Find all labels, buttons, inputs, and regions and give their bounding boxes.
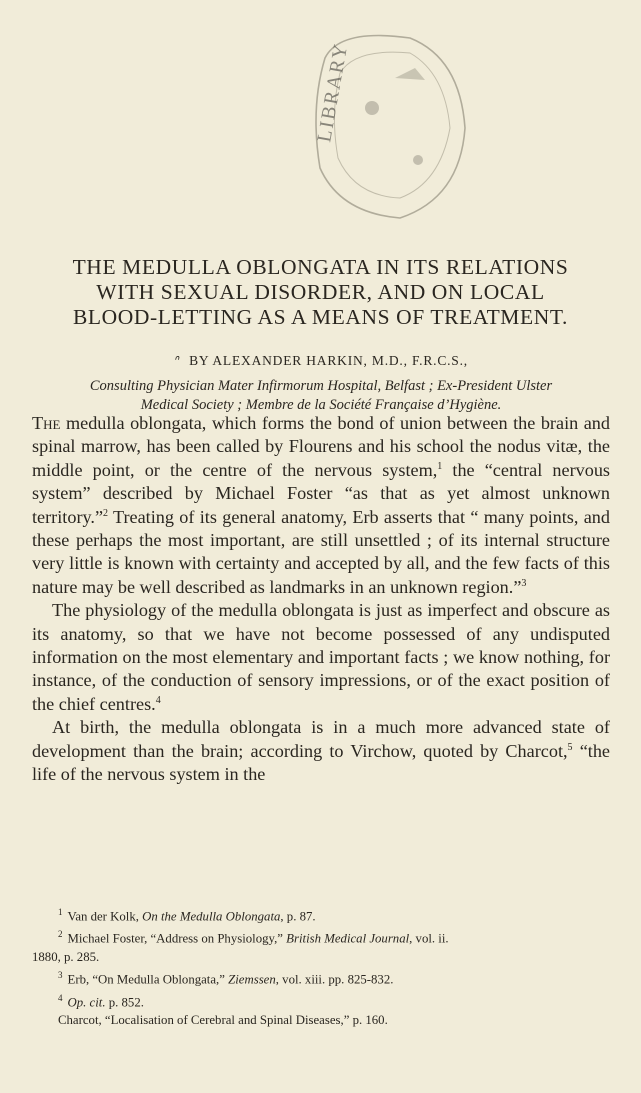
footnote-citation: British Medical Journal: [286, 931, 410, 946]
affiliation-line-2: Medical Society ; Membre de la Société Française d’Hygiène.: [140, 397, 502, 413]
paragraph-text: At birth, the medulla oblongata is in a much more advanced state of development than the brain; according to Virchow, quoted by Charcot,: [32, 717, 610, 761]
footnote-citation: Op. cit.: [67, 994, 106, 1009]
footnote-ref: 5: [567, 741, 573, 753]
footnote-citation: Ziemssen: [228, 972, 276, 987]
paragraph-text: the “central nervous system” described by Michael Foster “as that as yet almost unknown territory.”: [32, 459, 610, 527]
footnote-number: 3: [58, 970, 63, 981]
lead-word: The: [32, 413, 61, 433]
footnote-number: 2: [58, 929, 63, 940]
footnote-text: , vol. ii.: [409, 931, 449, 946]
footnote-text: p. 852.: [105, 994, 144, 1009]
article-body: [32, 412, 610, 787]
footnote-citation: On the Medulla Oblongata: [142, 909, 281, 924]
library-stamp: [300, 18, 485, 233]
footnote-ref: 3: [521, 577, 527, 589]
paragraph-text: The physiology of the medulla oblongata is just as imperfect and obscure as its anatomy, so that we have not become possessed of any undisputed information on the most elementary and important facts ; we know nothing, for instance, of the conduction of sensory impressions, or of the exact position of the chief centres.: [32, 600, 610, 714]
ornament-mark: ᐢ: [173, 353, 180, 368]
stamp-text: LIBRARY: [313, 40, 353, 144]
title-line-1: THE MEDULLA OBLONGATA IN ITS RELATIONS: [72, 255, 569, 279]
footnote-text: Michael Foster, “Address on Physiology,”: [67, 931, 287, 946]
footnote-number: 4: [58, 992, 63, 1003]
author-byline: [0, 353, 641, 369]
footnote-ref: 4: [155, 694, 161, 706]
footnote-text: , p. 87.: [280, 909, 316, 924]
author-name: BY ALEXANDER HARKIN, M.D., F.R.C.S.,: [189, 353, 468, 368]
footnote-text: Erb, “On Medulla Oblongata,”: [67, 972, 229, 987]
footnote-3: [32, 966, 610, 988]
paragraph-text: Treating of its general anatomy, Erb asserts that “ many points, and these perhaps the most important, are still unsettled ; of its internal structure very little is known with certainty and accepted by all, and the few facts of this nature may be well described as landmarks in an unknown region.”: [32, 506, 610, 597]
paragraph-text: “the life of the nervous system in the: [32, 740, 610, 785]
affiliation-line-1: Consulting Physician Mater Infirmorum Hospital, Belfast ; Ex-President Ulster: [89, 378, 553, 394]
footnote-text: Van der Kolk,: [67, 909, 143, 924]
paragraph-1: [32, 412, 610, 599]
footnotes: [32, 903, 610, 1029]
article-title: [0, 255, 641, 330]
footnote-2: [32, 925, 610, 947]
footnote-2-continued: 1880, p. 285.: [32, 949, 100, 964]
author-affiliation: [32, 377, 610, 415]
footnote-text: Charcot, “Localisation of Cerebral and Spinal Diseases,” p. 160.: [58, 1013, 388, 1028]
title-line-3: BLOOD-LETTING AS A MEANS OF TREATMENT.: [72, 305, 568, 329]
footnote-ref: 2: [103, 507, 109, 519]
footnote-1: [32, 903, 610, 925]
footnote-text: , vol. xiii. pp. 825-832.: [275, 972, 394, 987]
paragraph-text: medulla oblongata, which forms the bond of union between the brain and spinal marrow, has been called by Flourens and his school the nodus vitæ, the middle point, or the centre of the nervous system,: [32, 413, 610, 480]
footnote-ref: 1: [437, 460, 443, 472]
footnote-4: [32, 989, 610, 1011]
footnote-5: [32, 1011, 610, 1029]
footnote-number: 1: [58, 907, 63, 917]
title-line-2: WITH SEXUAL DISORDER, AND ON LOCAL: [96, 280, 545, 304]
paragraph-2: [32, 599, 610, 716]
paragraph-3: [32, 716, 610, 786]
